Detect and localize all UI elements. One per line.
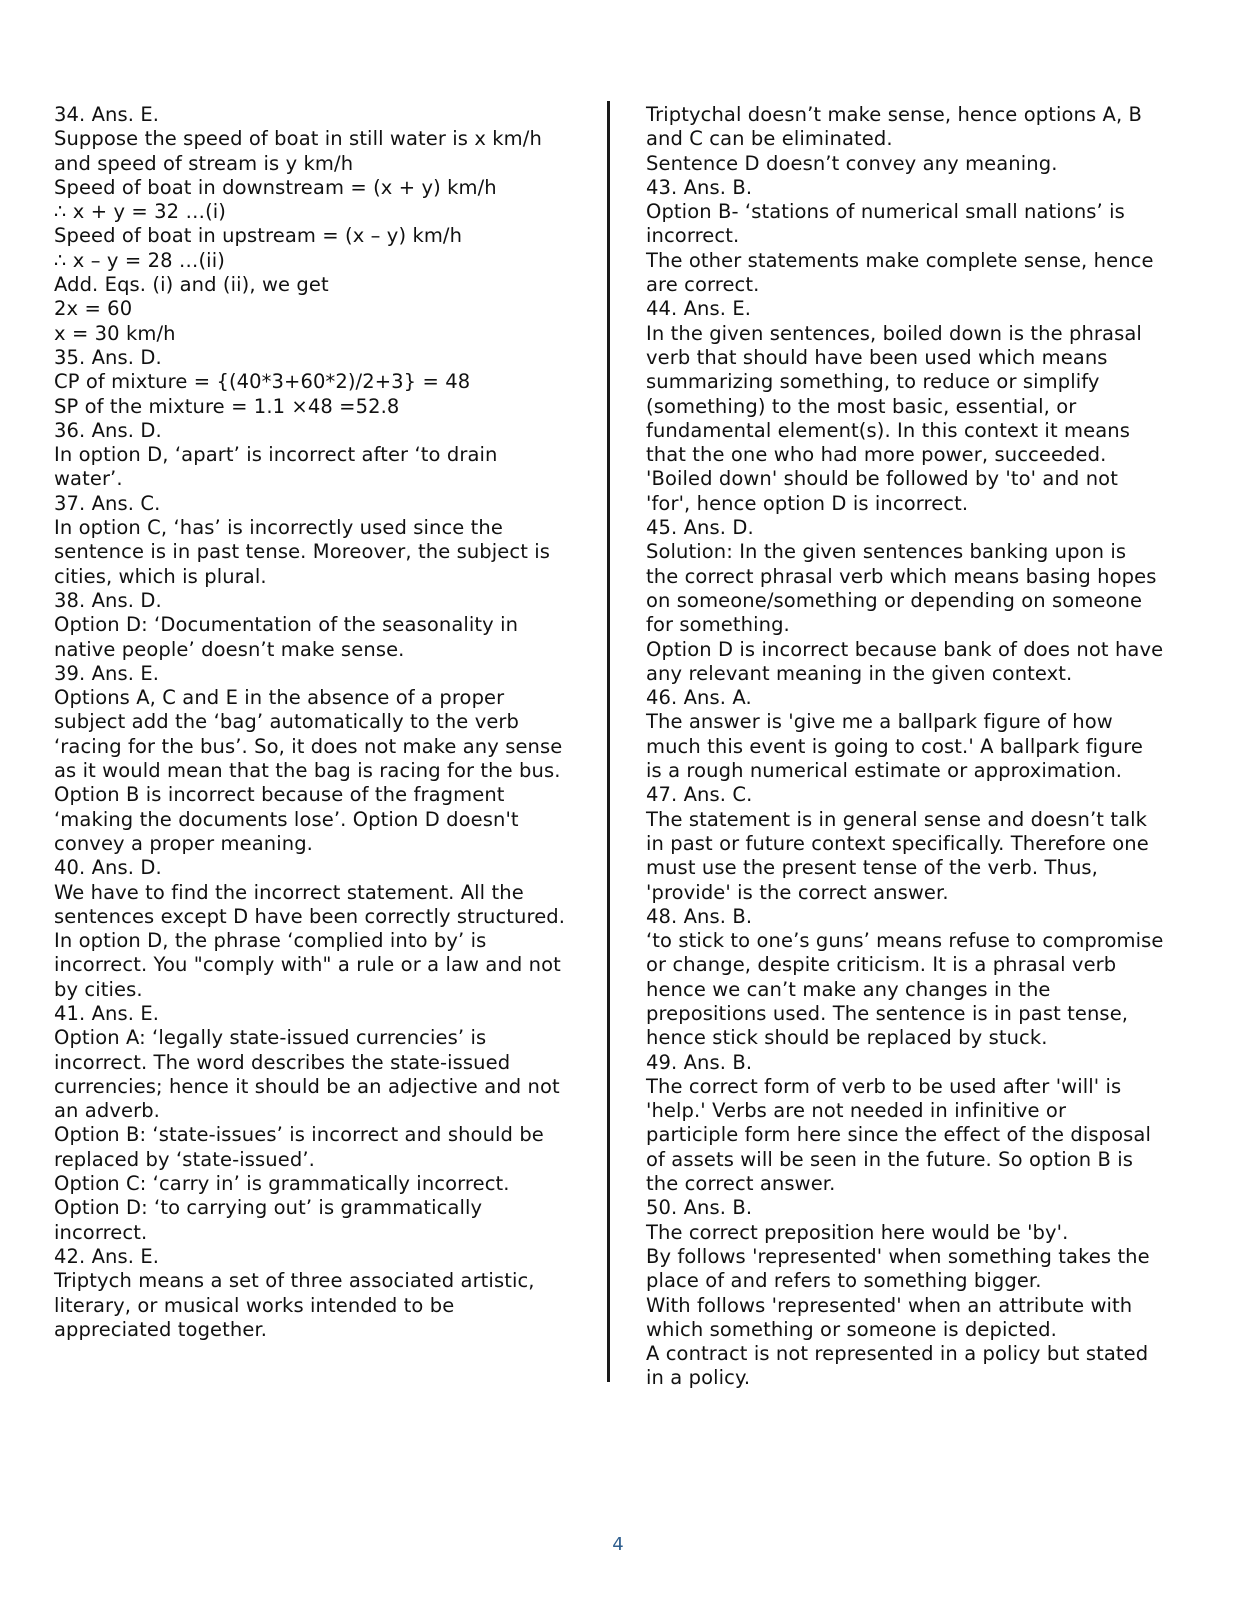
- text-line: Option D: ‘to carrying out’ is grammatically: [54, 1196, 483, 1220]
- text-line: convey a proper meaning.: [54, 831, 313, 855]
- text-line: 38. Ans. D.: [54, 588, 162, 612]
- text-line: summarizing something, to reduce or simplify: [646, 370, 1100, 394]
- text-line: of assets will be seen in the future. So option B is: [646, 1147, 1134, 1171]
- text-line: 47. Ans. C.: [646, 783, 753, 807]
- text-line: Suppose the speed of boat in still water is x km/h: [54, 127, 542, 151]
- text-line: 50. Ans. B.: [646, 1196, 753, 1220]
- text-line: Option B: ‘state-issues’ is incorrect and should be: [54, 1123, 544, 1147]
- text-line: native people’ doesn’t make sense.: [54, 637, 405, 661]
- text-line: sentence is in past tense. Moreover, the subject is: [54, 540, 551, 564]
- text-line: hence we can’t make any changes in the: [646, 977, 1051, 1001]
- text-line: CP of mixture = {(40*3+60*2)/2+3} = 48: [54, 370, 471, 394]
- text-line: ∴ x – y = 28 …(ii): [54, 248, 225, 272]
- text-line: incorrect. You "comply with" a rule or a law and not: [54, 953, 561, 977]
- text-line: 35. Ans. D.: [54, 345, 162, 369]
- text-line: 'Boiled down' should be followed by 'to' and not: [646, 467, 1118, 491]
- text-line: incorrect.: [54, 1220, 148, 1244]
- text-line: 39. Ans. E.: [54, 661, 160, 685]
- text-line: 'for', hence option D is incorrect.: [646, 491, 969, 515]
- text-line: In option C, ‘has’ is incorrectly used since the: [54, 516, 503, 540]
- text-line: ∴ x + y = 32 …(i): [54, 200, 227, 224]
- text-line: currencies; hence it should be an adjective and not: [54, 1074, 560, 1098]
- text-line: ‘to stick to one’s guns’ means refuse to compromise: [646, 929, 1164, 953]
- text-line: We have to find the incorrect statement. All the: [54, 880, 524, 904]
- text-line: In option D, ‘apart’ is incorrect after ‘to drain: [54, 443, 498, 467]
- text-line: SP of the mixture = 1.1 ×48 =52.8: [54, 394, 400, 418]
- text-line: prepositions used. The sentence is in past tense,: [646, 1001, 1129, 1025]
- text-line: 48. Ans. B.: [646, 904, 753, 928]
- text-line: and speed of stream is y km/h: [54, 151, 354, 175]
- right-column: [646, 103, 1191, 1391]
- text-line: 45. Ans. D.: [646, 516, 754, 540]
- text-line: ‘racing for the bus’. So, it does not make any sense: [54, 734, 563, 758]
- text-line: 49. Ans. B.: [646, 1050, 753, 1074]
- text-line: ‘making the documents lose’. Option D doesn't: [54, 807, 519, 831]
- column-divider: [607, 101, 610, 1382]
- text-line: Solution: In the given sentences banking upon is: [646, 540, 1127, 564]
- text-line: literary, or musical works intended to be: [54, 1293, 455, 1317]
- text-line: as it would mean that the bag is racing for the bus.: [54, 759, 561, 783]
- text-line: The answer is 'give me a ballpark figure of how: [646, 710, 1113, 734]
- text-line: Sentence D doesn’t convey any meaning.: [646, 151, 1058, 175]
- text-line: participle form here since the effect of the disposal: [646, 1123, 1151, 1147]
- text-line: the correct answer.: [646, 1172, 836, 1196]
- text-line: any relevant meaning in the given context.: [646, 661, 1073, 685]
- text-line: on someone/something or depending on someone: [646, 588, 1143, 612]
- text-line: The correct form of verb to be used after 'will' is: [646, 1074, 1122, 1098]
- text-line: or change, despite criticism. It is a phrasal verb: [646, 953, 1117, 977]
- text-line: Speed of boat in upstream = (x – y) km/h: [54, 224, 463, 248]
- text-line: A contract is not represented in a policy but stated: [646, 1342, 1149, 1366]
- text-line: Option B is incorrect because of the fragment: [54, 783, 505, 807]
- text-line: by cities.: [54, 977, 143, 1001]
- text-line: 44. Ans. E.: [646, 297, 752, 321]
- text-line: replaced by ‘state-issued’.: [54, 1147, 315, 1171]
- text-line: Option A: ‘legally state-issued currencies’ is: [54, 1026, 487, 1050]
- text-line: hence stick should be replaced by stuck.: [646, 1026, 1048, 1050]
- text-line: is a rough numerical estimate or approximation.: [646, 759, 1123, 783]
- text-line: Triptychal doesn’t make sense, hence options A, B: [646, 103, 1143, 126]
- text-line: in a policy.: [646, 1366, 751, 1390]
- text-line: Option D is incorrect because bank of does not have: [646, 637, 1164, 661]
- text-line: for something.: [646, 613, 790, 637]
- text-line: 40. Ans. D.: [54, 856, 162, 880]
- text-line: 34. Ans. E.: [54, 103, 160, 126]
- text-line: fundamental element(s). In this context it means: [646, 418, 1130, 442]
- text-line: 37. Ans. C.: [54, 491, 161, 515]
- text-line: subject add the ‘bag’ automatically to the verb: [54, 710, 520, 734]
- text-line: The statement is in general sense and doesn’t talk: [646, 807, 1148, 831]
- text-line: 41. Ans. E.: [54, 1001, 160, 1025]
- text-line: Speed of boat in downstream = (x + y) km/h: [54, 175, 497, 199]
- text-line: With follows 'represented' when an attribute with: [646, 1293, 1133, 1317]
- text-line: appreciated together.: [54, 1317, 268, 1341]
- text-line: the correct phrasal verb which means basing hopes: [646, 564, 1157, 588]
- text-line: are correct.: [646, 273, 760, 297]
- text-line: that the one who had more power, succeeded.: [646, 443, 1107, 467]
- page-number: 4: [612, 1534, 624, 1555]
- text-line: Options A, C and E in the absence of a proper: [54, 686, 505, 710]
- text-line: incorrect. The word describes the state-issued: [54, 1050, 511, 1074]
- text-line: water’.: [54, 467, 123, 491]
- text-line: incorrect.: [646, 224, 740, 248]
- text-line: Add. Eqs. (i) and (ii), we get: [54, 273, 329, 297]
- text-line: The other statements make complete sense, hence: [646, 248, 1154, 272]
- text-line: By follows 'represented' when something takes the: [646, 1244, 1150, 1268]
- text-line: in past or future context specifically. Therefore one: [646, 831, 1149, 855]
- text-line: In the given sentences, boiled down is the phrasal: [646, 321, 1142, 345]
- text-line: 46. Ans. A.: [646, 686, 752, 710]
- text-line: an adverb.: [54, 1099, 160, 1123]
- text-line: In option D, the phrase ‘complied into by’ is: [54, 929, 487, 953]
- text-line: 43. Ans. B.: [646, 175, 753, 199]
- text-line: 36. Ans. D.: [54, 418, 162, 442]
- text-line: x = 30 km/h: [54, 321, 176, 345]
- text-line: (something) to the most basic, essential, or: [646, 394, 1077, 418]
- text-line: Option D: ‘Documentation of the seasonality in: [54, 613, 519, 637]
- text-line: which something or someone is depicted.: [646, 1317, 1057, 1341]
- text-line: verb that should have been used which means: [646, 345, 1108, 369]
- text-line: 2x = 60: [54, 297, 133, 321]
- text-line: The correct preposition here would be 'by'.: [646, 1220, 1069, 1244]
- left-column: [54, 103, 589, 1342]
- text-line: Option B- ‘stations of numerical small nations’ is: [646, 200, 1125, 224]
- text-line: Triptych means a set of three associated artistic,: [54, 1269, 535, 1293]
- text-line: 'provide' is the correct answer.: [646, 880, 949, 904]
- text-line: cities, which is plural.: [54, 564, 267, 588]
- text-line: sentences except D have been correctly structured.: [54, 904, 566, 928]
- text-line: Option C: ‘carry in’ is grammatically incorrect.: [54, 1172, 510, 1196]
- text-line: 42. Ans. E.: [54, 1244, 160, 1268]
- text-line: place of and refers to something bigger.: [646, 1269, 1042, 1293]
- text-line: must use the present tense of the verb. Thus,: [646, 856, 1098, 880]
- text-line: much this event is going to cost.' A ballpark figure: [646, 734, 1143, 758]
- text-line: 'help.' Verbs are not needed in infinitive or: [646, 1099, 1067, 1123]
- text-line: and C can be eliminated.: [646, 127, 893, 151]
